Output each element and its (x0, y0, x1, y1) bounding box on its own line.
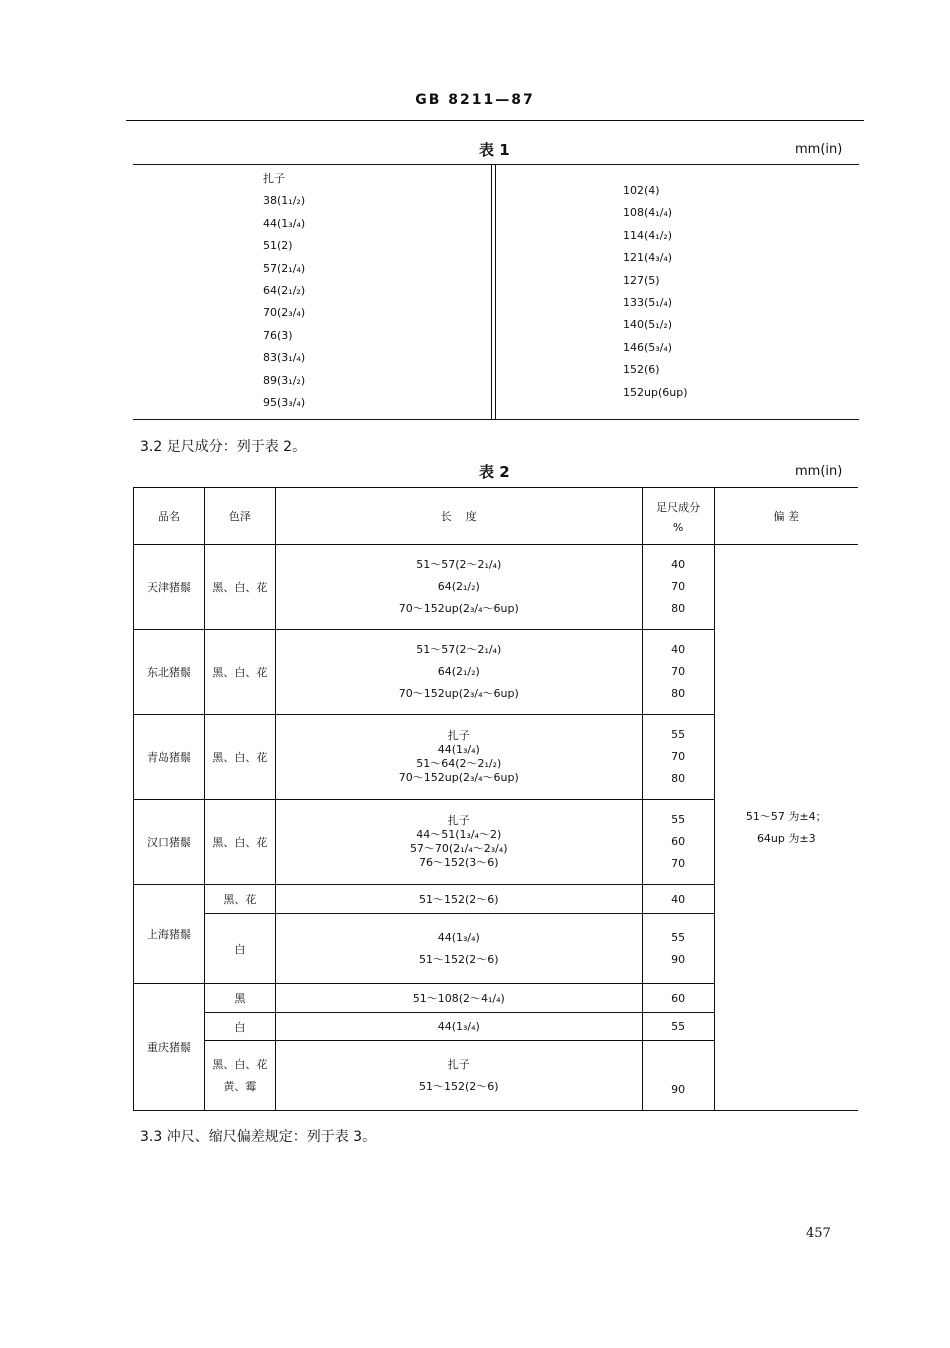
length-value: 51～57(2～2₁/₄) (416, 643, 502, 656)
length-value: 51～64(2～2₁/₂) (416, 757, 502, 770)
row-lengths (275, 545, 642, 630)
percent-value: 40 (671, 558, 686, 571)
table1-right-item: 127(5) (623, 273, 660, 287)
row-name: 重庆猪鬃 (134, 984, 205, 1111)
table1-divider-a (491, 165, 492, 419)
percent-value: 55 (671, 813, 686, 826)
length-value: 76～152(3～6) (418, 856, 499, 869)
table1-right-item: 133(5₁/₄) (623, 296, 673, 310)
length-value: 51～57(2～2₁/₄) (416, 558, 502, 571)
table-row (134, 545, 859, 630)
tolerance-cell (714, 545, 858, 1111)
row-lengths (275, 1041, 642, 1111)
percent-value: 70 (671, 665, 686, 678)
row-color: 黑 (204, 984, 275, 1013)
table1-right-column (623, 180, 688, 404)
row-color: 黑、白、花 (204, 715, 275, 800)
row-percents (642, 630, 714, 715)
table1-left-item: 57(2₁/₄) (263, 261, 306, 275)
row-lengths (275, 914, 642, 984)
length-value: 64(2₁/₂) (437, 580, 480, 593)
table1-left-item: 89(3₁/₂) (263, 373, 306, 387)
tolerance-line2: 64up 为±3 (756, 831, 816, 845)
row-color: 黑、白、花 (204, 800, 275, 885)
percent-value: 40 (671, 643, 686, 656)
table1-title: 表 1 (479, 141, 510, 159)
table1-top-rule (133, 164, 859, 165)
percent-value: 70 (671, 580, 686, 593)
length-value: 扎子 (447, 1057, 470, 1071)
percent-value: 90 (642, 1041, 714, 1111)
percent-value: 80 (671, 772, 686, 785)
length-value: 51～152(2～6) (275, 885, 642, 914)
table1-left-item: 83(3₁/₄) (263, 351, 306, 365)
section-3-2: 3.2 足尺成分：列于表 2。 (140, 439, 307, 455)
percent-value: 70 (671, 857, 686, 870)
length-value: 70～152up(2₃/₄～6up) (398, 602, 519, 615)
percent-value: 70 (671, 750, 686, 763)
length-value: 51～152(2～6) (418, 952, 499, 966)
percent-value: 90 (671, 952, 686, 966)
color-value: 黑、白、花 (212, 1057, 268, 1071)
length-value: 44(1₃/₄) (275, 1013, 642, 1041)
row-name: 青岛猪鬃 (134, 715, 205, 800)
row-name: 天津猪鬃 (134, 545, 205, 630)
length-value: 51～108(2～4₁/₄) (275, 984, 642, 1013)
table2 (133, 487, 858, 1111)
length-value: 57～70(2₁/₄～2₃/₄) (409, 842, 508, 855)
length-value: 扎子 (447, 729, 470, 742)
row-color: 黑、白、花 (204, 630, 275, 715)
row-name: 上海猪鬃 (134, 885, 205, 984)
row-color: 白 (204, 1013, 275, 1041)
header-percent-line1: 足尺成分 (656, 500, 701, 514)
length-value: 44(1₃/₄) (437, 743, 480, 756)
header-name: 品名 (134, 488, 205, 545)
row-color: 白 (204, 914, 275, 984)
row-lengths (275, 715, 642, 800)
table1-right-item: 102(4) (623, 184, 660, 197)
header-rule (126, 120, 864, 121)
table1-right-item: 140(5₁/₂) (623, 318, 673, 332)
row-lengths (275, 630, 642, 715)
page-number: 457 (806, 1226, 831, 1241)
length-value: 70～152up(2₃/₄～6up) (398, 771, 519, 784)
table1-right-item: 152up(6up) (623, 385, 688, 399)
row-name: 东北猪鬃 (134, 630, 205, 715)
section-3-3: 3.3 冲尺、缩尺偏差规定：列于表 3。 (140, 1129, 377, 1145)
length-value: 70～152up(2₃/₄～6up) (398, 687, 519, 700)
percent-value: 80 (671, 687, 686, 700)
table1-right-item: 121(4₃/₄) (623, 251, 673, 265)
row-color (204, 1041, 275, 1111)
percent-value: 40 (642, 885, 714, 914)
percent-value: 55 (642, 1013, 714, 1041)
length-value: 44(1₃/₄) (437, 930, 480, 944)
header-percent-line2: % (672, 520, 684, 534)
header-tolerance: 偏 差 (714, 488, 858, 545)
table2-header-row (134, 488, 859, 545)
header-percent (642, 488, 714, 545)
length-value: 64(2₁/₂) (437, 665, 480, 678)
length-value: 51～152(2～6) (418, 1079, 499, 1093)
table1-divider-b (495, 165, 496, 419)
percent-value: 80 (671, 602, 686, 615)
table2-title: 表 2 (479, 463, 510, 481)
table1-left-item: 扎子 (263, 172, 285, 185)
table1-left-item: 70(2₃/₄) (263, 306, 306, 320)
table1-left-item: 38(1₁/₂) (263, 194, 306, 208)
row-percents (642, 800, 714, 885)
row-percents (642, 914, 714, 984)
row-percents (642, 545, 714, 630)
table1-left-item: 64(2₁/₂) (263, 284, 306, 298)
row-lengths (275, 800, 642, 885)
table1-left-item: 95(3₃/₄) (263, 396, 306, 410)
row-color: 黑、花 (204, 885, 275, 914)
standard-code: GB 8211—87 (415, 92, 535, 108)
percent-value: 55 (671, 930, 686, 944)
table1-right-item: 114(4₁/₂) (623, 228, 673, 242)
length-value: 扎子 (447, 814, 470, 827)
table1-bottom-rule (133, 419, 859, 420)
table1-left-item: 44(1₃/₄) (263, 216, 306, 230)
table2-unit: mm(in) (795, 464, 843, 479)
header-length: 长 度 (275, 488, 642, 545)
percent-value: 60 (642, 984, 714, 1013)
percent-value: 60 (671, 835, 686, 848)
table1-left-item: 51(2) (263, 239, 293, 253)
row-color: 黑、白、花 (204, 545, 275, 630)
header-color: 色泽 (204, 488, 275, 545)
table1-right-item: 146(5₃/₄) (623, 340, 673, 354)
tolerance-line1: 51～57 为±4； (745, 809, 827, 823)
table1-right-item: 108(4₁/₄) (623, 206, 673, 220)
color-value: 黄、霉 (223, 1079, 257, 1093)
table1-left-item: 76(3) (263, 328, 293, 342)
row-percents (642, 715, 714, 800)
percent-value: 55 (671, 728, 686, 741)
table1-unit: mm(in) (795, 142, 843, 157)
length-value: 44～51(1₃/₄～2) (416, 828, 502, 841)
row-name: 汉口猪鬃 (134, 800, 205, 885)
table1-left-column (263, 168, 305, 414)
table1-right-item: 152(6) (623, 363, 660, 377)
